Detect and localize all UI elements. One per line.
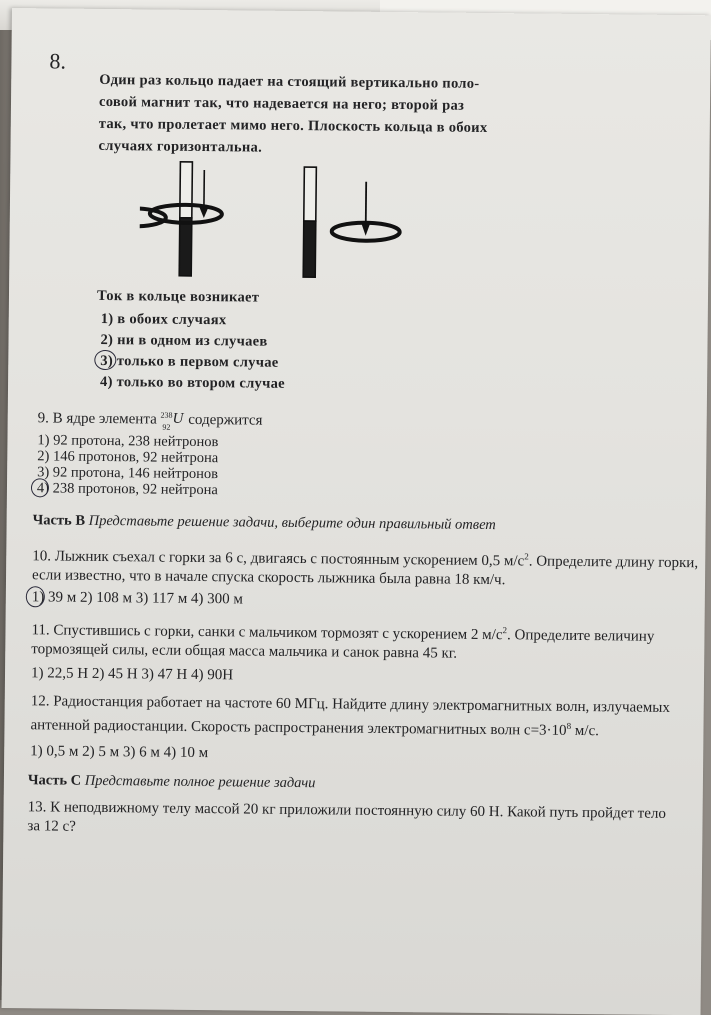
q8-option-1: 1) в обоих случаях (101, 309, 286, 332)
q9-mass-number: 238 (160, 406, 172, 425)
q9-symbol: U (172, 410, 183, 429)
worksheet-page (2, 8, 711, 1015)
part-c-label: Часть С (28, 772, 81, 789)
q12-line-2-sup: 8 (567, 721, 572, 731)
q10-line-1-sup: 2 (524, 551, 529, 561)
magnet-2-with-ring (139, 165, 316, 277)
q9-option-3: 3) 92 протона, 146 нейтронов (37, 464, 218, 482)
q9-atomic-number: 92 (162, 418, 170, 437)
q8-answer-circle-mark (94, 350, 116, 370)
q12-line-2b: м/с. (571, 723, 599, 739)
q9-answer-circle-mark (31, 478, 49, 497)
q10-line-1a: 10. Лыжник съехал с горки за 6 с, двигаясь с постоянным ускорением 0,5 м/с (32, 548, 524, 569)
q8-option-3: 3) только в первом случае (100, 351, 285, 374)
q8-text-line: так, что пролетает мимо него. Плоскость кольца в обоих (99, 113, 488, 139)
q8-option-4: 4) только во втором случае (100, 372, 285, 395)
part-b-instruction: Представьте решение задачи, выберите один правильный ответ (89, 513, 496, 533)
q9-option-2: 2) 146 протонов, 92 нейтрона (37, 448, 218, 466)
q9-option-4: 4) 238 протонов, 92 нейтрона (37, 480, 218, 498)
q11-text (31, 616, 654, 666)
q9-option-1: 1) 92 протона, 238 нейтронов (37, 432, 218, 450)
q8-text-line: совой магнит так, что надевается на него; второй раз (99, 91, 488, 117)
q10-answer-circle-mark (26, 586, 45, 607)
q13-text (27, 798, 666, 843)
q8-option-2: 2) ни в одном из случаев (100, 330, 285, 353)
part-c-heading (28, 772, 316, 792)
q8-text-line: Один раз кольцо падает на стоящий вертикально поло- (99, 69, 488, 95)
part-b-heading (33, 512, 496, 534)
q8-number: 8. (49, 48, 66, 74)
q12-line-2a: антенной радиостанции. Скорость распространения электромагнитных волн с=3·10 (30, 717, 566, 739)
q11-line-1a: 11. Спустившись с горки, санки с мальчиком тормозят с ускорением 2 м/с (31, 622, 502, 643)
q13-line-2: за 12 с? (27, 817, 665, 843)
q8-prompt: Ток в кольце возникает (97, 285, 259, 309)
q11-line-1-sup: 2 (503, 625, 508, 635)
q8-text-line: случаях горизонтальна. (98, 135, 487, 161)
q10-answers: 1) 39 м 2) 108 м 3) 117 м 4) 300 м (32, 588, 243, 609)
q12-line-1: 12. Радиостанция работает на частоте 60 МГц. Найдите длину электромагнитных волн, излучаемых (31, 692, 670, 718)
q12-answers: 1) 0,5 м 2) 5 м 3) 6 м 4) 10 м (30, 742, 208, 763)
q8-text (98, 69, 488, 161)
q9-options (37, 432, 219, 498)
q13-line-1: 13. К неподвижному телу массой 20 кг приложили постоянную силу 60 Н. Какой путь пройдет тело (28, 798, 666, 824)
q11-line-1b: . Определите величину (507, 627, 655, 645)
q9-nuclide (160, 410, 184, 428)
q10-line-1b: . Определите длину горки, (529, 553, 699, 571)
q8-options (100, 309, 286, 395)
falling-ring-figure (329, 179, 440, 250)
q9-suffix: содержится (188, 412, 262, 429)
q9-prefix: 9. В ядре элемента (38, 410, 157, 427)
q12-text (30, 692, 670, 742)
q11-answers: 1) 22,5 Н 2) 45 Н 3) 47 Н 4) 90Н (31, 664, 233, 685)
magnet-1-with-ring (149, 161, 222, 276)
part-c-instruction: Представьте полное решение задачи (85, 773, 316, 791)
part-b-label: Часть В (33, 512, 86, 529)
magnet-ring-figure (139, 159, 340, 281)
q10-text (32, 542, 698, 592)
q11-line-2: тормозящей силы, если общая масса мальчика и санок равна 45 кг. (31, 640, 654, 666)
q9-text (38, 408, 263, 430)
q10-line-2: если известно, что в начале спуска скорость лыжника была равна 18 км/ч. (32, 566, 698, 592)
